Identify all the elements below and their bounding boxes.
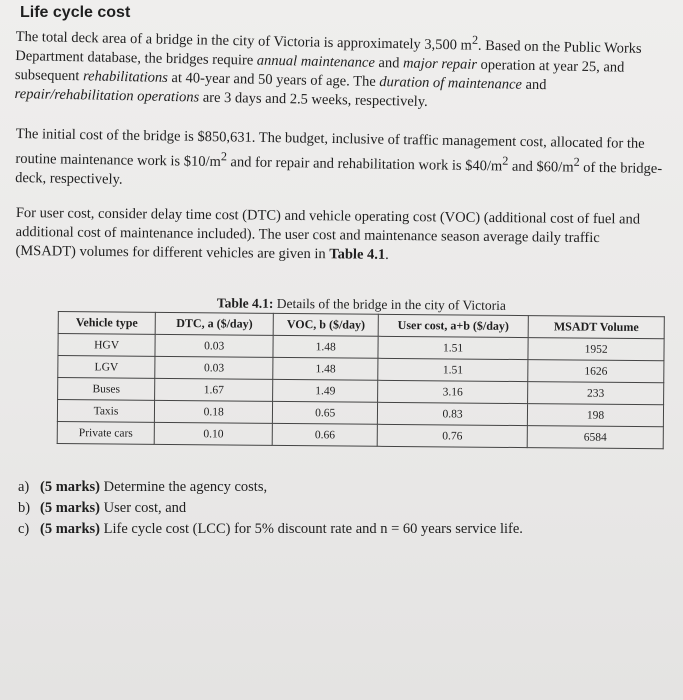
cell-msadt: 6584 bbox=[527, 426, 663, 449]
cell-user-cost: 1.51 bbox=[378, 358, 528, 381]
cell-dtc: 0.10 bbox=[154, 422, 272, 445]
cell-dtc: 0.03 bbox=[155, 334, 273, 357]
col-header-dtc: DTC, a ($/day) bbox=[155, 312, 273, 335]
cell-user-cost: 3.16 bbox=[378, 380, 528, 403]
question-item: c) (5 marks) Life cycle cost (LCC) for 5% discount rate and n = 60 years service life. bbox=[18, 521, 523, 537]
cell-vehicle: Private cars bbox=[57, 421, 154, 444]
col-header-msadt: MSADT Volume bbox=[528, 316, 664, 339]
cell-voc: 0.66 bbox=[273, 423, 378, 446]
cell-msadt: 198 bbox=[527, 404, 663, 427]
question-item: a) (5 marks) Determine the agency costs, bbox=[18, 479, 268, 495]
cell-dtc: 0.18 bbox=[154, 400, 272, 423]
cell-vehicle: HGV bbox=[58, 334, 155, 357]
cell-voc: 1.49 bbox=[273, 379, 378, 402]
paragraph-user-cost: For user cost, consider delay time cost (DTC) and vehicle operating cost (VOC) (additional cost of fuel and additional cost of maintenance included). The user cost and maintenance season average daily traffic (MSADT) volumes for different vehicles are given in Table 4.1. bbox=[15, 204, 641, 263]
cell-voc: 1.48 bbox=[273, 357, 378, 380]
section-title: Life cycle cost bbox=[20, 4, 131, 21]
cell-voc: 0.65 bbox=[273, 401, 378, 424]
cell-vehicle: Taxis bbox=[57, 400, 154, 423]
cell-vehicle: Buses bbox=[58, 378, 155, 401]
cell-dtc: 0.03 bbox=[155, 356, 273, 379]
col-header-user-cost: User cost, a+b ($/day) bbox=[378, 314, 528, 337]
cell-voc: 1.48 bbox=[273, 335, 378, 358]
cell-msadt: 233 bbox=[528, 382, 664, 405]
cell-msadt: 1626 bbox=[528, 360, 664, 383]
table-row bbox=[57, 421, 663, 448]
paragraph-initial-cost: The initial cost of the bridge is $850,631. The budget, inclusive of traffic management cost, allocated for the routine maintenance work is $\$10/m^2$ and for repair and rehabilitation work is $\$40/m^2$ and $\$60/m^2$ of the bridge-deck, respectively. bbox=[15, 125, 663, 188]
cell-user-cost: 0.83 bbox=[377, 402, 527, 425]
cell-user-cost: 0.76 bbox=[377, 424, 527, 447]
question-item: b) (5 marks) User cost, and bbox=[18, 500, 187, 516]
table-caption: Table 4.1: Details of the bridge in the city of Victoria bbox=[216, 295, 506, 313]
question-list bbox=[18, 477, 658, 540]
col-header-voc: VOC, b ($/day) bbox=[273, 313, 378, 336]
cell-user-cost: 1.51 bbox=[378, 336, 528, 359]
details-table-block bbox=[57, 294, 665, 449]
cell-msadt: 1952 bbox=[528, 338, 664, 361]
paragraph-bridge-description: The total deck area of a bridge in the city of Victoria is approximately 3,500 $m^2$. Based on the Public Works Department database, the bridges require annual maintenance and major repair operation at year 25, and subsequent rehabilitations at 40-year and 50 years of age. The duration of maintenance and repair/rehabilitation operations are 3 days and 2.5 weeks, respectively. bbox=[14, 28, 642, 110]
bridge-details-table bbox=[57, 311, 665, 449]
cell-dtc: 1.67 bbox=[155, 378, 273, 401]
cell-vehicle: LGV bbox=[58, 356, 155, 379]
col-header-vehicle-type: Vehicle type bbox=[58, 312, 155, 335]
